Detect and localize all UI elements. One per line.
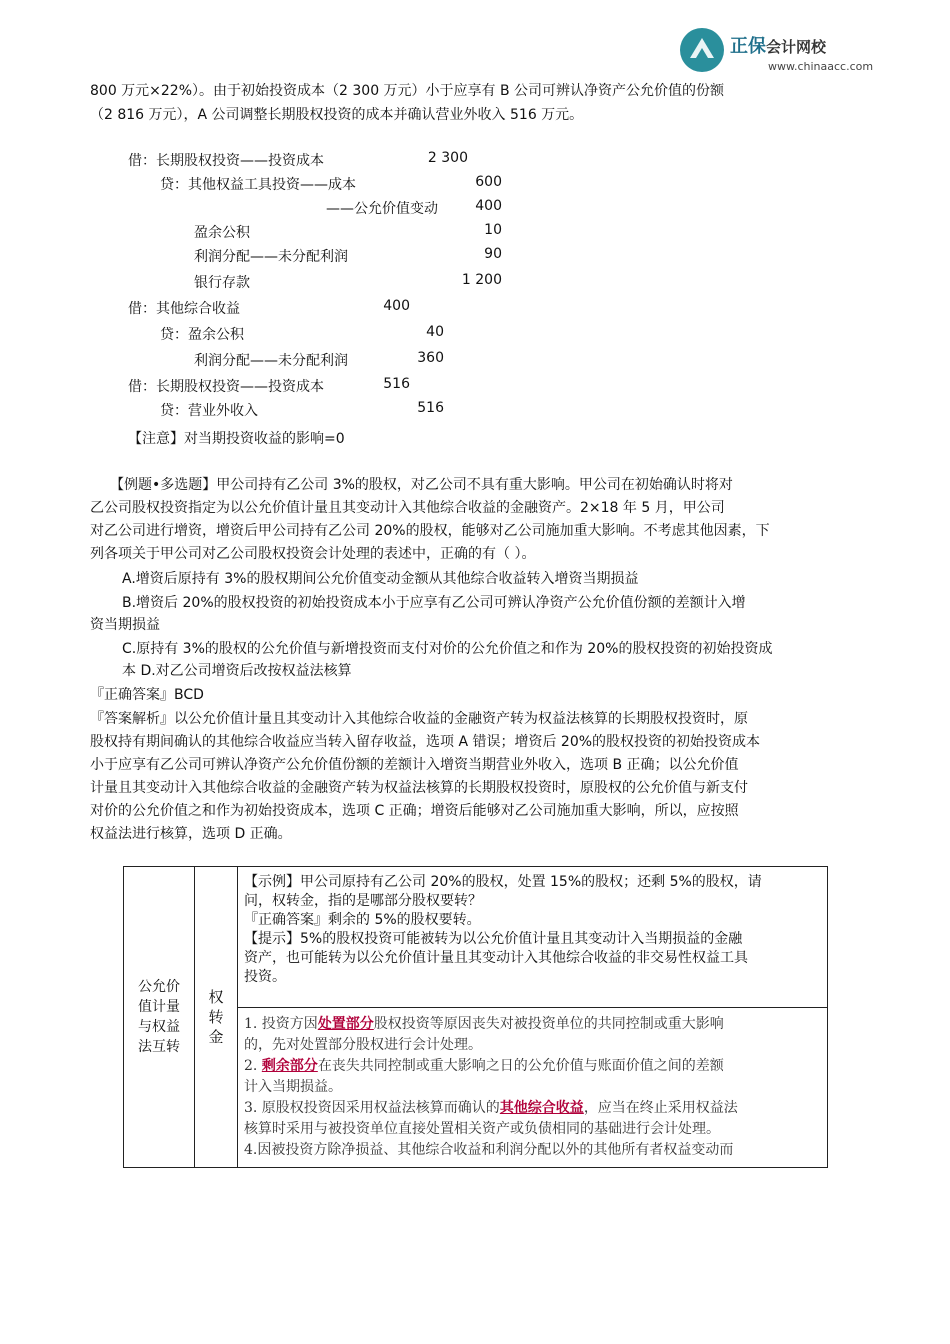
example-text-2: 问，权转金，指的是哪部分股权要转？: [244, 893, 482, 909]
analysis-line-1: 『答案解析』以公允价值计量且其变动计入其他综合收益的金融资产转为权益法核算的长期股权投资时，原: [90, 711, 748, 727]
journal-entry-2: 贷：其他权益工具投资——成本: [160, 177, 356, 193]
analysis-line-4: 计量且其变动计入其他综合收益的金融资产转为权益法核算的长期股权投资时，原股权的公允价值与新支付: [90, 780, 748, 796]
rule-3: 3. 原股权投资因采用权益法核算而确认的其他综合收益，应当在终止采用权益法: [244, 1100, 738, 1116]
rule-2-cont: 计入当期损益。: [244, 1079, 342, 1095]
correct-answer: 『正确答案』BCD: [90, 687, 204, 703]
journal-entry-5: 利润分配——未分配利润: [194, 249, 348, 265]
journal-amount-5: 90: [484, 246, 502, 262]
summary-table: [123, 866, 828, 1168]
journal-amount-1: 2 300: [427, 150, 468, 166]
journal-note: 【注意】对当期投资收益的影响=0: [128, 431, 345, 447]
logo-url: www.chinaacc.com: [768, 60, 874, 73]
question-line-3: 对乙公司进行增资，增资后甲公司持有乙公司 20%的股权，能够对乙公司施加重大影响。不考虑其他因素，下: [90, 523, 770, 539]
analysis-line-6: 权益法进行核算，选项 D 正确。: [90, 826, 292, 842]
question-line-2: 乙公司股权投资指定为以公允价值计量且其变动计入其他综合收益的金融资产。2×18 年 5 月，甲公司: [90, 500, 725, 516]
example-text-4: 【提示】5%的股权投资可能被转为以公允价值计量且其变动计入当期损益的金融: [244, 931, 743, 947]
journal-entry-1: 借：长期股权投资——投资成本: [128, 153, 324, 169]
table-rules-cell: [238, 1008, 828, 1168]
option-c-line-2: 本 D.对乙公司增资后改按权益法核算: [122, 663, 352, 679]
question-line-4: 列各项关于甲公司对乙公司股权投资会计处理的表述中，正确的有（ ）。: [90, 546, 536, 562]
journal-entry-4: 盈余公积: [194, 225, 250, 241]
rule-1-cont: 的，先对处置部分股权进行会计处理。: [244, 1037, 482, 1053]
intro-line-2: （2 816 万元），A 公司调整长期股权投资的成本并确认营业外收入 516 万元。: [90, 107, 584, 123]
journal-amount-2: 600: [475, 174, 502, 190]
rule-3-highlight: 其他综合收益: [499, 1100, 584, 1116]
table-subcategory-label: 权转金: [208, 988, 224, 1046]
table-subcategory-cell: [195, 867, 238, 1168]
journal-amount-6: 1 200: [461, 272, 502, 288]
intro-line-1: 800 万元×22%）。由于初始投资成本（2 300 万元）小于应享有 B 公司可辨认净资产公允价值的份额: [90, 83, 725, 99]
table-example-cell: [238, 867, 828, 1008]
example-text-6: 投资。: [244, 969, 286, 985]
table-category-label: 公允价值计量与权益法互转: [138, 979, 180, 1055]
journal-amount-4: 10: [484, 222, 502, 238]
analysis-line-3: 小于应享有乙公司可辨认净资产公允价值份额的差额计入增资当期营业外收入，选项 B 正确；以公允价值: [90, 757, 739, 773]
journal-entry-7: 借：其他综合收益: [128, 301, 240, 317]
journal-amount-3: 400: [475, 198, 502, 214]
table-category-cell: [124, 867, 195, 1168]
question-line-1: 【例题•多选题】甲公司持有乙公司 3%的股权，对乙公司不具有重大影响。甲公司在初始确认时将对: [110, 477, 733, 493]
journal-amount-8: 40: [426, 324, 444, 340]
journal-amount-7: 400: [383, 298, 410, 314]
logo-emblem-icon: [680, 28, 724, 72]
logo-brand-name: 正保会计网校: [730, 36, 827, 57]
journal-entry-6: 银行存款: [194, 275, 250, 291]
rule-4: 4.因被投资方除净损益、其他综合收益和利润分配以外的其他所有者权益变动而: [244, 1142, 734, 1158]
rule-3-cont: 核算时采用与被投资单位直接处置相关资产或负债相同的基础进行会计处理。: [244, 1121, 720, 1137]
journal-amount-10: 516: [383, 376, 410, 392]
example-text-5: 资产，也可能转为以公允价值计量且其变动计入其他综合收益的非交易性权益工具: [244, 950, 748, 966]
journal-entry-10: 借：长期股权投资——投资成本: [128, 379, 324, 395]
example-text-1: 【示例】甲公司原持有乙公司 20%的股权，处置 15%的股权；还剩 5%的股权，请: [244, 874, 762, 890]
journal-amount-11: 516: [417, 400, 444, 416]
analysis-line-2: 股权持有期间确认的其他综合收益应当转入留存收益，选项 A 错误；增资后 20%的股权投资的初始投资成本: [90, 734, 761, 750]
option-b-line-2: 资当期损益: [90, 617, 160, 633]
option-c-line-1: C.原持有 3%的股权的公允价值与新增投资而支付对价的公允价值之和作为 20%的股权投资的初始投资成: [122, 641, 773, 657]
rule-2-highlight: 剩余部分: [261, 1058, 318, 1074]
site-logo[interactable]: [680, 28, 880, 76]
journal-entry-9: 利润分配——未分配利润: [194, 353, 348, 369]
rule-1: 1. 投资方因处置部分股权投资等原因丧失对被投资单位的共同控制或重大影响: [244, 1016, 724, 1032]
journal-entry-3: ——公允价值变动: [326, 201, 438, 217]
journal-amount-9: 360: [417, 350, 444, 366]
journal-entry-11: 贷：营业外收入: [160, 403, 258, 419]
analysis-line-5: 对价的公允价值之和作为初始投资成本，选项 C 正确；增资后能够对乙公司施加重大影响，所以，应按照: [90, 803, 739, 819]
journal-entry-8: 贷：盈余公积: [160, 327, 244, 343]
example-text-3: 『正确答案』剩余的 5%的股权要转。: [244, 912, 481, 928]
rule-1-highlight: 处置部分: [317, 1016, 374, 1032]
option-a: A.增资后原持有 3%的股权期间公允价值变动金额从其他综合收益转入增资当期损益: [122, 571, 639, 587]
rule-2: 2. 剩余部分在丧失共同控制或重大影响之日的公允价值与账面价值之间的差额: [244, 1058, 724, 1074]
option-b-line-1: B.增资后 20%的股权投资的初始投资成本小于应享有乙公司可辨认净资产公允价值份额的差额计入增: [122, 595, 746, 611]
